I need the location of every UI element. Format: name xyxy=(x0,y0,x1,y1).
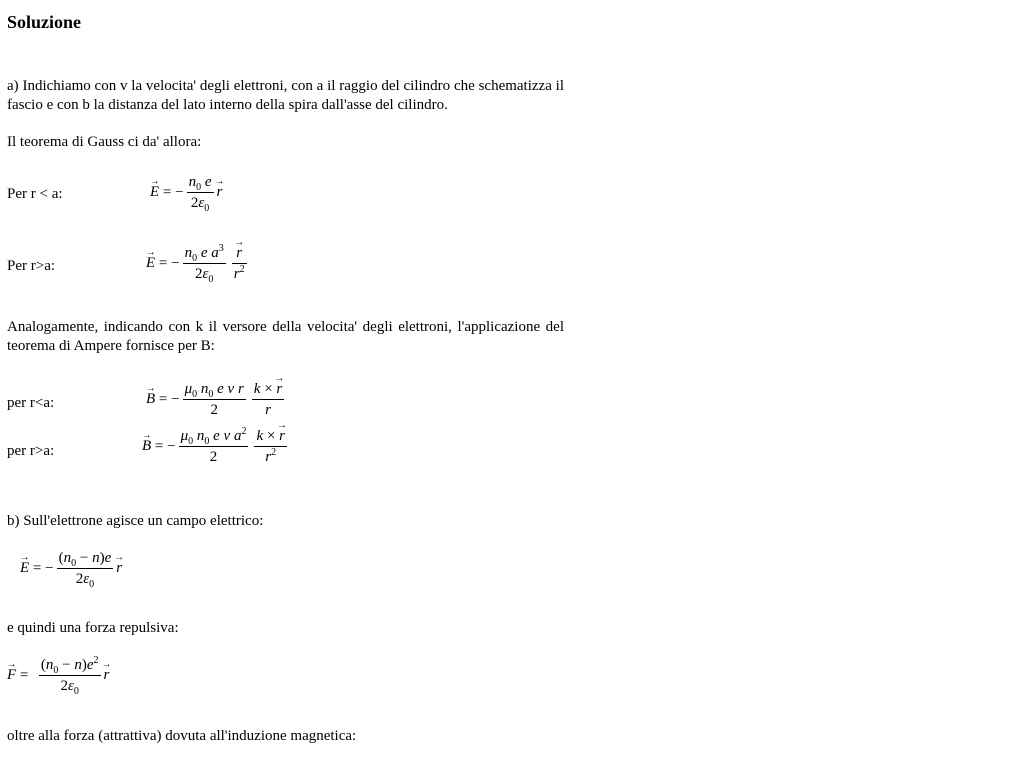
e-field-electron-equation: → E = − $\frac{(n_0 - n)e}{2\varepsilon_0}$ → r xyxy=(20,550,122,588)
b-field-outside-equation: → B = − $\frac{\mu_0 n_0 e v a^2}{2}$ $\frac{k \times \to r}{r^2}$ xyxy=(142,428,290,466)
magnetic-force-sentence: oltre alla forza (attrattiva) dovuta all'induzione magnetica: xyxy=(7,728,357,744)
b-inside-label: per r<a: xyxy=(7,395,55,411)
e-inside-label: Per r < a: xyxy=(7,186,63,202)
b-field-inside-equation: → B = − $\frac{\mu_0 n_0 e v r}{2}$ $\frac{k \times \to r}{r}$ xyxy=(146,381,287,419)
gauss-sentence: Il teorema di Gauss ci da' allora: xyxy=(7,134,202,150)
ampere-paragraph: Analogamente, indicando con k il versore della velocita' degli elettroni, l'applicazione del teorema di Ampere fornisce per B: xyxy=(7,319,564,354)
repulsive-force-equation: → F = $\frac{(n_0 - n)e^2}{2\varepsilon_0}$ → r xyxy=(7,657,109,695)
e-field-inside-equation: → E = − $\frac{n_0 e}{2\varepsilon_0}$ → r xyxy=(150,174,222,212)
e-field-outside-equation: → E = − $\frac{n_0 e a^3}{2\varepsilon_0}$ → $\frac{r}{r^2}$ xyxy=(146,245,250,283)
intro-paragraph: a) Indichiamo con v la velocita' degli elettroni, con a il raggio del cilindro che schematizza il fascio e con b la distanza del lato interno della spira dall'asse del cilindro. xyxy=(7,78,564,113)
e-outside-label: Per r>a: xyxy=(7,258,56,274)
field-sentence: b) Sull'elettrone agisce un campo elettrico: xyxy=(7,513,264,529)
b-outside-label: per r>a: xyxy=(7,443,55,459)
force-sentence: e quindi una forza repulsiva: xyxy=(7,620,179,636)
page-title: Soluzione xyxy=(7,12,82,32)
